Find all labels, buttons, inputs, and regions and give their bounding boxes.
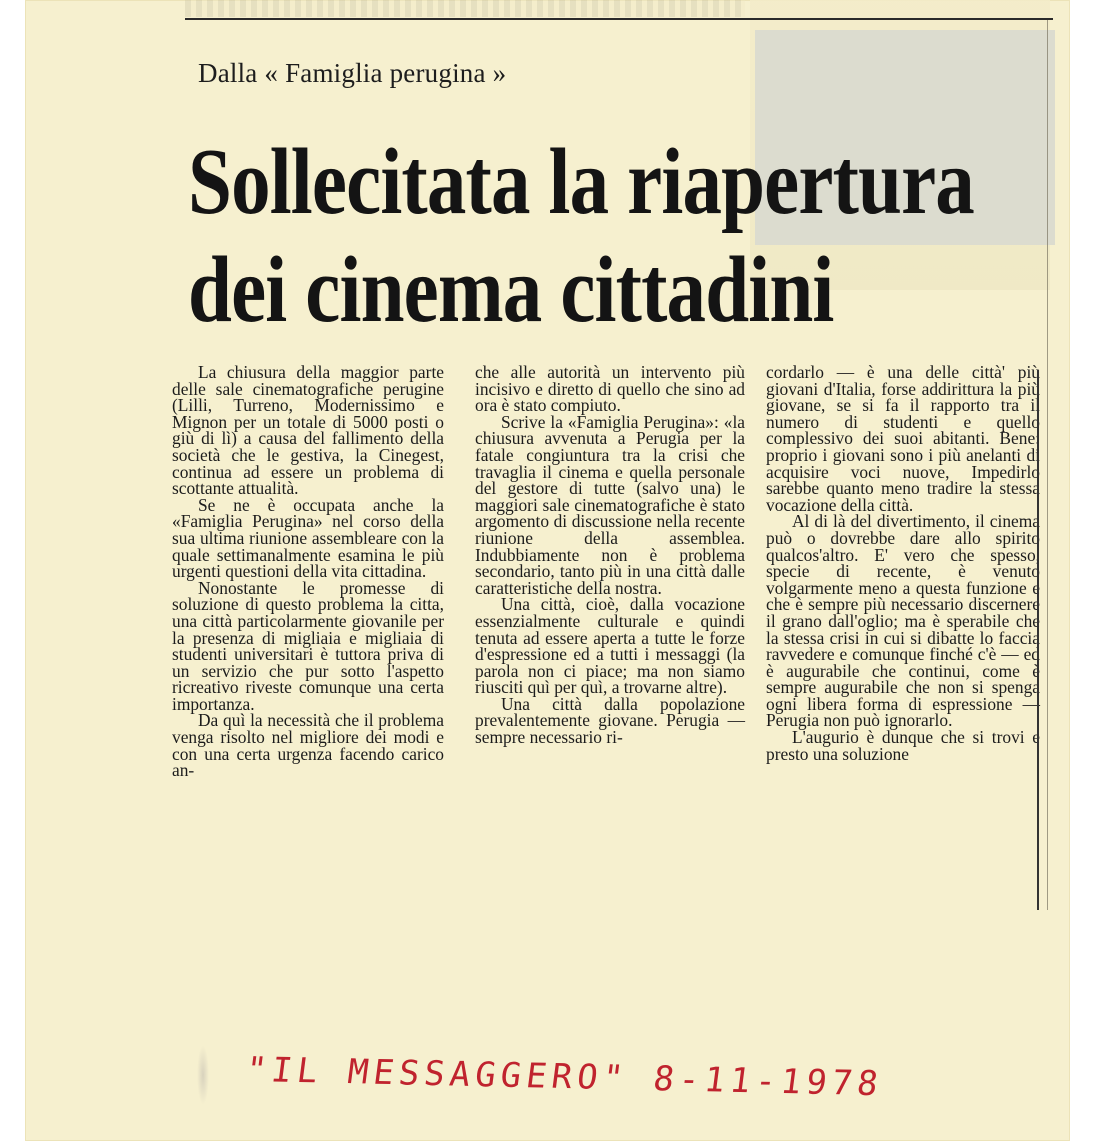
article-column-3	[766, 364, 1040, 762]
column-1-paragraph-4: Da quì la necessità che il problema venga risolto nel migliore dei modi e con una certa urgenza facendo carico an-	[172, 710, 444, 781]
right-edge-rule	[1047, 20, 1048, 910]
column-3-paragraph-3: L'augurio è dunque che si trovi e presto una soluzione	[766, 727, 1040, 764]
column-3-paragraph-2: Al di là del divertimento, il cinema può o dovrebbe dare allo spirito qualcos'altro. E' vero che spesso, specie di recente, è venuto volgarmente meno a questa funzione e che è sempre più necessario discernere il grano dall'oglio; ma è sperabile che la stessa crisi in cui si dibatte lo faccia ravvedere e comunque finché c'è — ed è augurabile che continui, come è sempre augurabile che non si spenga ogni libera forma di espressione — Perugia non può ignorarlo.	[766, 511, 1040, 731]
column-1-paragraph-1: La chiusura della maggior parte delle sale cinematografiche perugine (Lilli, Turreno, Modernissimo e Mignon per un totale di 5000 posti o giù di lì) a causa del fallimento della società che le gestiva, la Cinegest, continua ad essere un problema di scottante attualità.	[172, 362, 444, 499]
column-2-paragraph-3: Una città, cioè, dalla vocazione essenzialmente culturale e quindi tenuta ad essere aperta a tutte le forze d'espressione ed a tutti i messaggi (la parola non ci piace; ma non siamo riusciti quì per quì, a trovarne altre).	[475, 594, 745, 698]
top-rule	[185, 18, 1053, 20]
handwritten-source-note: "IL MESSAGGERO" 8-11-1978	[243, 1049, 886, 1105]
column-2-paragraph-2: Scrive la «Famiglia Perugina»: «la chiusura avvenuta a Perugia per la fatale congiuntura tra la crisi che travaglia il cinema e quella personale del gestore di tutte (salvo una) le maggiori sale cinematografiche è stato argomento di discussione nella recente riunione della assemblea. Indubbiamente non è problema secondario, tanto più in una città dalle caratteristiche della nostra.	[475, 411, 745, 598]
column-divider	[1037, 370, 1039, 910]
column-3-paragraph-1: cordarlo — è una delle città' più giovani d'Italia, forse addirittura la più giovane, se si fa il rapporto tra il numero di studenti e quello complessivo dei suoi abitanti. Bene: proprio i giovani sono i più anelanti di acquisire voci nuove, Impedirlo sarebbe quanto meno tradire la stessa vocazione della città.	[766, 362, 1040, 515]
column-2-paragraph-1: che alle autorità un intervento più incisivo e diretto di quello che sino ad ora è stato compiuto.	[475, 362, 745, 416]
article-column-1	[172, 364, 444, 779]
headline-line-2: dei cinema cittadini	[188, 238, 834, 342]
article-kicker: Dalla « Famiglia perugina »	[198, 58, 507, 88]
top-bleed-through	[185, 0, 745, 17]
article-headline	[188, 128, 974, 344]
column-1-paragraph-3: Nonostante le promesse di soluzione di questo problema la citta, una città particolarmente giovanile per la presenza di migliaia e migliaia di studenti universitari è tuttora priva di un servizio che pur sotto l'aspetto ricreativo riveste comunque una certa importanza.	[172, 577, 444, 714]
column-1-paragraph-2: Se ne è occupata anche la «Famiglia Perugina» nel corso della sua ultima riunione assembleare con la quale settimanalmente esamina le più urgenti questioni della vita cittadina.	[172, 494, 444, 582]
paper-stain	[197, 1045, 209, 1105]
column-2-paragraph-4: Una città dalla popolazione prevalentemente giovane. Perugia — sempre necessario ri-	[475, 693, 745, 748]
headline-line-1: Sollecitata la riapertura	[188, 130, 974, 234]
article-column-2	[475, 364, 745, 746]
